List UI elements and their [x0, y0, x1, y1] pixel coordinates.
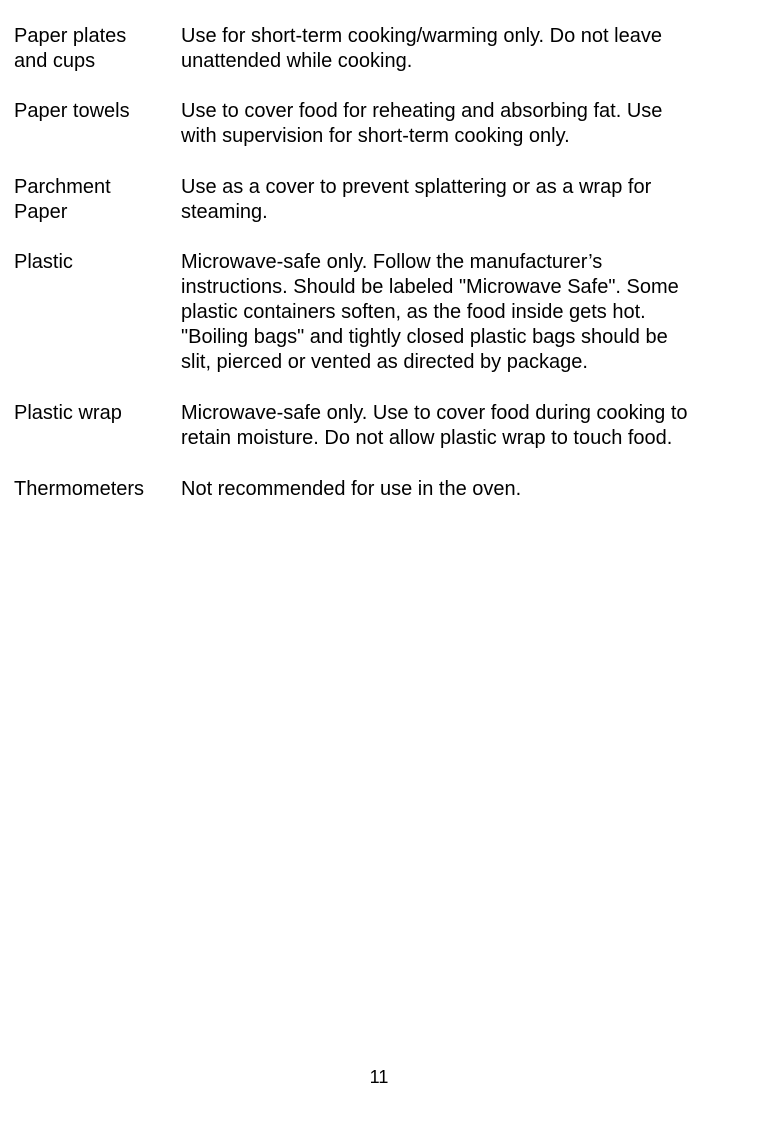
entry-paper-towels [14, 99, 766, 149]
entry-parchment-paper [14, 175, 766, 225]
entry-description: Microwave-safe only. Use to cover food during cooking to retain moisture. Do not allow plastic wrap to touch food. [181, 402, 688, 449]
entry-plastic [14, 250, 766, 375]
page-number: 11 [369, 1067, 389, 1087]
entry-term: Parchment Paper [14, 176, 111, 223]
entry-paper-plates [14, 24, 766, 74]
entry-term: Paper towels [14, 100, 130, 122]
entry-term: Thermometers [14, 478, 145, 500]
entry-plastic-wrap [14, 401, 766, 451]
entry-term: Plastic [14, 251, 73, 273]
entry-thermometers [14, 477, 766, 502]
entry-term: Paper plates and cups [14, 25, 127, 72]
entry-description: Not recommended for use in the oven. [181, 478, 522, 500]
entry-description: Use for short-term cooking/warming only. Do not leave unattended while cooking. [181, 25, 662, 72]
entry-term: Plastic wrap [14, 402, 122, 424]
entry-description: Use as a cover to prevent splattering or as a wrap for steaming. [181, 176, 652, 223]
utensil-guide-list [14, 24, 766, 502]
entry-description: Microwave-safe only. Follow the manufacturer’s instructions. Should be labeled "Microwave Safe". Some plastic containers soften, as the food inside gets hot. "Boiling bags" and tightly closed plastic bags should be slit, pierced or vented as directed by package. [181, 251, 679, 373]
entry-description: Use to cover food for reheating and absorbing fat. Use with supervision for short-term cooking only. [181, 100, 663, 147]
